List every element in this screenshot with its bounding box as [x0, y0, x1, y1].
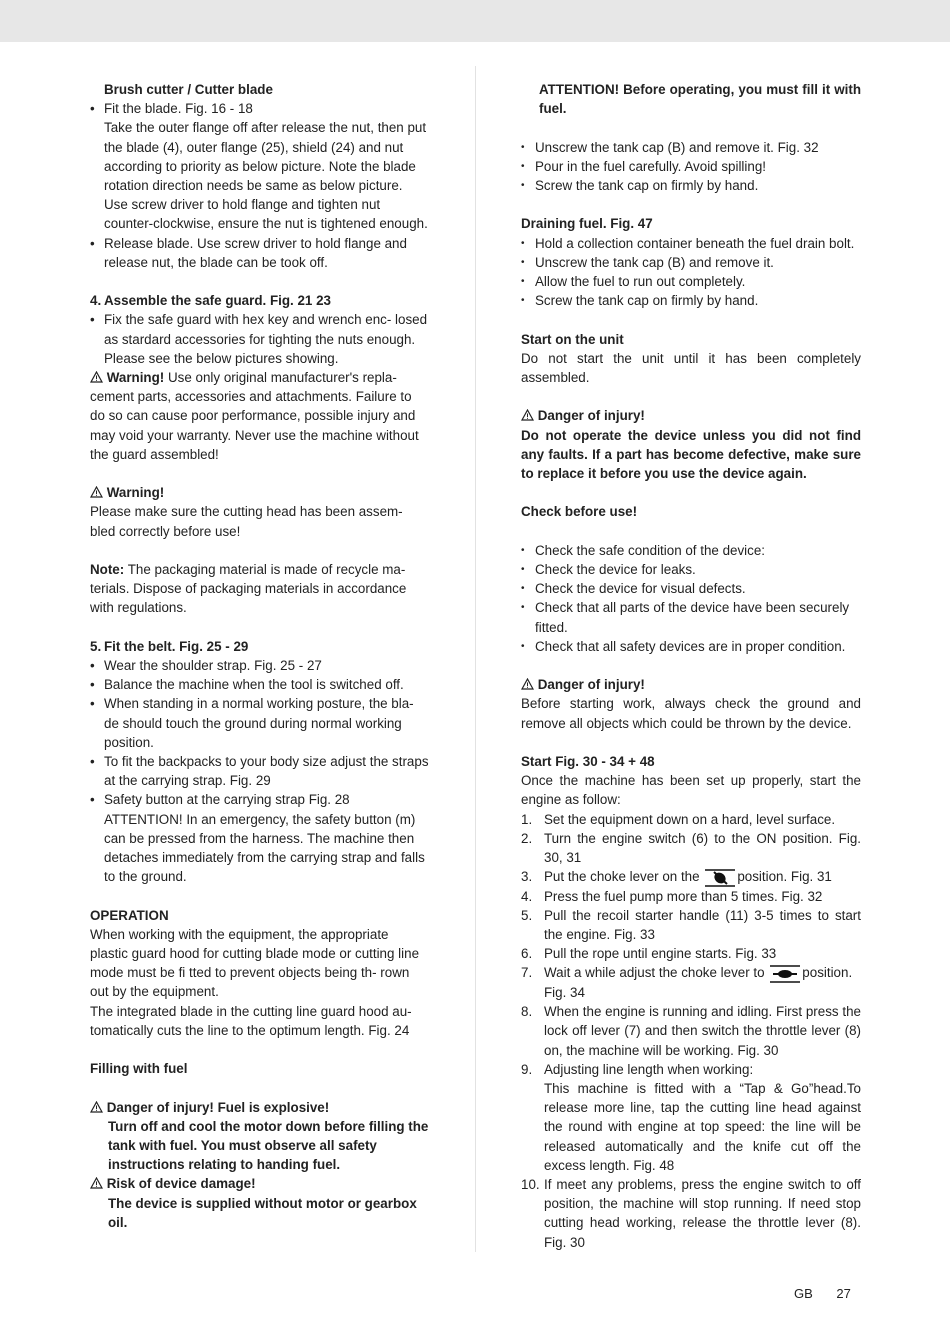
step-number: 4. [521, 888, 533, 904]
list-item: • Screw the tank cap on firmly by hand. [521, 176, 861, 195]
operation-text-2: The integrated blade in the cutting line guard hood au- tomatically cuts the line to the optimum length. Fig. 24 [90, 1003, 412, 1038]
danger-block-1 [90, 1098, 430, 1117]
step-text-suffix: position. Fig. 31 [737, 869, 832, 885]
step-text: Put the choke lever on the [544, 869, 700, 885]
page-footer [794, 1284, 871, 1303]
fit-blade-heading: • Fit the blade. Fig. 16 - 18 [104, 101, 253, 117]
list-item: • Check that all parts of the device have been securely fitted. [521, 598, 861, 636]
step-number: 5. [521, 907, 533, 923]
list-item: • To fit the backpacks to your body size adjust the straps at the carrying strap. Fig. 29 [90, 752, 430, 790]
list-item [521, 944, 861, 963]
step-number: 1. [521, 811, 533, 827]
column-divider [475, 66, 476, 1252]
danger-label-3: Danger of injury! [537, 677, 645, 693]
list-item [521, 829, 861, 867]
warning-label-2: Warning! [106, 485, 165, 501]
list-item [521, 906, 861, 944]
section-4-heading [90, 291, 430, 310]
list-item [521, 1175, 861, 1252]
step-text: Turn the engine switch (6) to the ON position. Fig. 30, 31 [544, 830, 861, 865]
step-text: If meet any problems, press the engine switch to off position, the machine will stop running. If need stop cutting head working, release the throttle lever (8). Fig. 30 [544, 1176, 861, 1250]
list-item: • Hold a collection container beneath the fuel drain bolt. [521, 234, 861, 253]
start-fig-heading: Start Fig. 30 - 34 + 48 [521, 753, 655, 769]
section-4-number: 4. [90, 293, 102, 309]
danger-text-3: Before starting work, always check the ground and remove all objects which could be thrown by the device. [521, 696, 861, 731]
fit-blade-text: Take the outer flange off after release the nut, then put the blade (4), outer flange (25), shield (24) and nut according to priority as below picture. Note the blade rotation direction needs be same as below picture. Use screw driver to hold flange and tighten nut counter-clockwise, ensure the nut is tightened enough. [104, 120, 428, 232]
section-5-heading [90, 637, 430, 656]
check-before-use-heading: Check before use! [521, 504, 638, 520]
danger-label-2: Danger of injury! [537, 408, 645, 424]
list-item: • Wear the shoulder strap. Fig. 25 - 27 [90, 656, 430, 675]
warning-text-2: Please make sure the cutting head has been assem- bled correctly before use! [90, 504, 403, 539]
step-text: Press the fuel pump more than 5 times. Fig. 32 [544, 888, 823, 904]
list-item: • Pour in the fuel carefully. Avoid spilling! [521, 157, 861, 176]
warning-icon [90, 486, 103, 498]
note-label: Note: [90, 562, 125, 578]
right-column [521, 80, 861, 1252]
list-item [521, 887, 861, 906]
list-item: • Allow the fuel to run out completely. [521, 272, 861, 291]
list-item: • Check the device for visual defects. [521, 579, 861, 598]
danger-text-2: Do not operate the device unless you did not find any faults. If a part has become defective, make sure to replace it before you use the device again. [521, 427, 861, 481]
list-item: • Unscrew the tank cap (B) and remove it. Fig. 32 [521, 138, 861, 157]
danger-block-3 [521, 675, 861, 694]
step-number: 2. [521, 830, 533, 846]
step-text-detail: This machine is fitted with a “Tap & Go”head.To release more line, tap the cutting line head against the round with engine at top speed: the line will be released automatically and the knife cut off the excess length. Fig. 48 [544, 1080, 861, 1173]
left-column [90, 80, 430, 1232]
choke-closed-icon [705, 869, 735, 887]
release-blade-item: • Release blade. Use screw driver to hold flange and release nut, the blade can be took off. [90, 234, 430, 272]
danger-block-2 [521, 406, 861, 425]
warning-text-1: Use only original manufacturer's repla- cement parts, accessories and attachments. Failure to do so can cause poor performance, possible injury and may void your warranty. Never use the machine without the guard assembled! [90, 370, 419, 462]
brush-cutter-title: Brush cutter / Cutter blade [104, 82, 273, 97]
step-number: 7. [521, 965, 533, 981]
danger-label-1: Danger of injury! Fuel is explosive! [106, 1099, 330, 1115]
list-item [521, 810, 861, 829]
attention-fuel: ATTENTION! Before operating, you must fill it with fuel. [539, 82, 861, 117]
start-unit-text: Do not start the unit until it has been completely assembled. [521, 350, 861, 385]
note-text: The packaging material is made of recycle ma- terials. Dispose of packaging materials in accordance with regulations. [90, 562, 407, 616]
list-item [521, 867, 861, 886]
list-item: • Screw the tank cap on firmly by hand. [521, 291, 861, 310]
section-5-title: Fit the belt. Fig. 25 - 29 [104, 638, 249, 654]
risk-block [90, 1174, 430, 1193]
risk-label: Risk of device damage! [106, 1176, 256, 1192]
safe-guard-item: • Fix the safe guard with hex key and wrench enc- losed as stardard accessories for tighting the nuts enough. Please see the below pictures showing. [90, 310, 430, 368]
list-item: • Check that all safety devices are in proper condition. [521, 637, 861, 656]
operation-heading: OPERATION [90, 907, 169, 923]
list-item: • Balance the machine when the tool is switched off. [90, 675, 430, 694]
step-text: When the engine is running and idling. First press the lock off lever (7) and then switch the throttle lever (8) on, the machine will be working. Fig. 30 [544, 1004, 861, 1058]
list-item: • Safety button at the carrying strap Fig. 28 ATTENTION! In an emergency, the safety button (m) can be pressed from the harness. The machine then detaches immediately from the carrying strap and falls to the ground. [90, 790, 430, 886]
warning-icon [90, 1177, 103, 1189]
start-unit-heading: Start on the unit [521, 331, 624, 347]
list-item: • When standing in a normal working posture, the bla- de should touch the ground during normal working position. [90, 694, 430, 752]
page-number: 27 [836, 1286, 851, 1301]
top-bar [0, 0, 950, 42]
step-text: Pull the rope until engine starts. Fig. 33 [544, 946, 777, 962]
section-5-number: 5. [90, 638, 102, 654]
step-number: 8. [521, 1004, 533, 1020]
step-text: Adjusting line length when working: [544, 1061, 754, 1077]
step-number: 9. [521, 1061, 533, 1077]
list-item [521, 1002, 861, 1060]
language-code: GB [794, 1286, 813, 1301]
list-item [521, 1060, 861, 1175]
warning-icon [521, 409, 534, 421]
draining-fuel-heading: Draining fuel. Fig. 47 [521, 216, 653, 232]
start-fig-text: Once the machine has been set up properly, start the engine as follow: [521, 773, 861, 808]
operation-text-1: When working with the equipment, the appropriate plastic guard hood for cutting blade mode or cutting line mode must be fi tted to prevent objects being th- rown out by the equipment. [90, 926, 420, 1000]
warning-label-1: Warning! [106, 370, 165, 386]
warning-block-1 [90, 368, 430, 464]
warning-icon [521, 678, 534, 690]
step-number: 10. [521, 1176, 540, 1192]
warning-icon [90, 1101, 103, 1113]
list-item [521, 963, 861, 1002]
warning-icon [90, 371, 103, 383]
filling-fuel-heading: Filling with fuel [90, 1061, 188, 1077]
fit-blade-item [90, 99, 430, 233]
section-4-title: Assemble the safe guard. Fig. 21 23 [104, 293, 331, 309]
list-item: • Unscrew the tank cap (B) and remove it. [521, 253, 861, 272]
danger-text-1: Turn off and cool the motor down before filling the tank with fuel. You must observe all safety instructions relating to handing fuel. [108, 1118, 429, 1173]
step-text: Pull the recoil starter handle (11) 3-5 times to start the engine. Fig. 33 [544, 907, 861, 943]
step-text-suffix: position. Fig. 34 [544, 965, 853, 1000]
step-number: 3. [521, 869, 533, 885]
warning-block-2 [90, 483, 430, 502]
step-text: Wait a while adjust the choke lever to [544, 965, 765, 981]
step-number: 6. [521, 946, 533, 962]
risk-text: The device is supplied without motor or gearbox oil. [108, 1195, 417, 1230]
step-text: Set the equipment down on a hard, level surface. [544, 811, 836, 827]
note-block [90, 560, 430, 618]
choke-open-icon [770, 965, 800, 983]
list-item: • Check the device for leaks. [521, 560, 861, 579]
list-item: • Check the safe condition of the device: [521, 541, 861, 560]
